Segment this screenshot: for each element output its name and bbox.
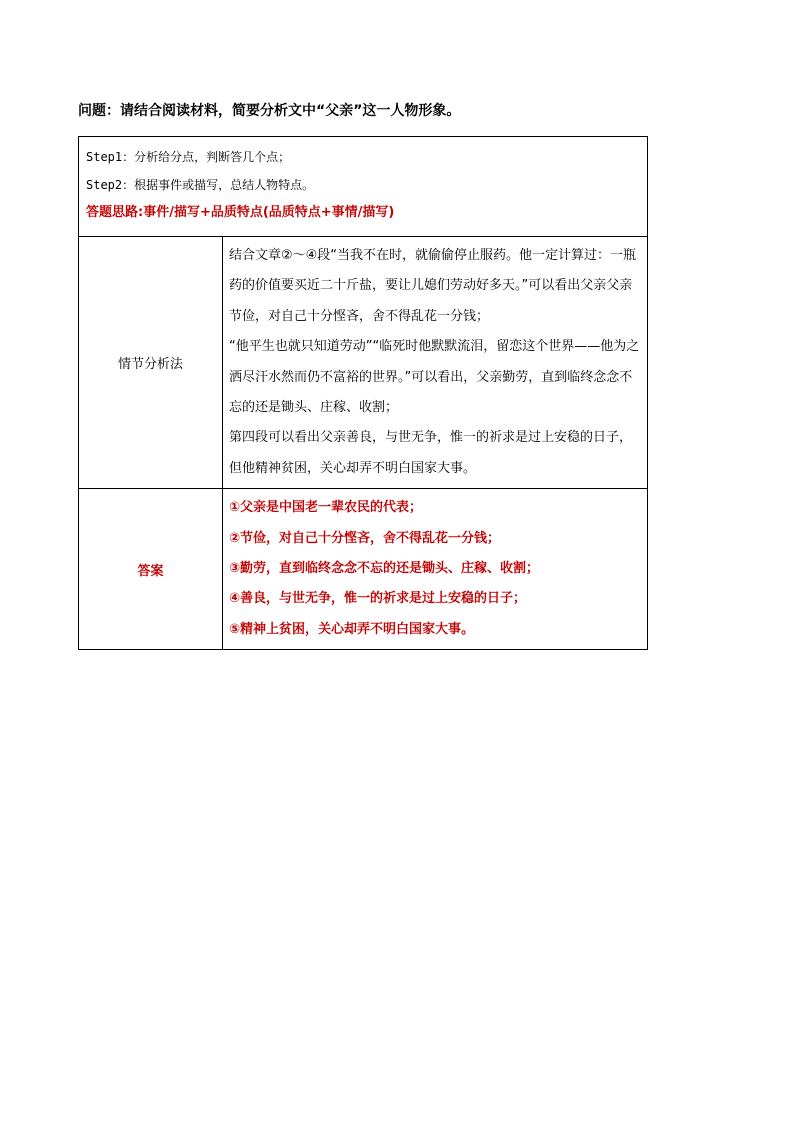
answer-label: 答案 [79,489,223,650]
analysis-table [78,136,648,650]
intro-row [79,137,648,237]
analysis-paragraph: 结合文章②～④段“当我不在时，就偷偷停止服药。他一定计算过：一瓶药的价值要买近二十斤盐，要让儿媳们劳动好多天。”可以看出父亲父亲节俭，对自己十分悭吝，舍不得乱花一分钱； [229,248,637,324]
answer-row [79,489,648,650]
answer-item: ④善良，与世无争，惟一的祈求是过上安稳的日子； [229,591,527,607]
intro-cell [79,137,648,237]
analysis-row [79,237,648,489]
analysis-label: 情节分析法 [79,237,223,489]
step1-text: Step1：分析给分点，判断答几个点； [86,150,291,164]
analysis-paragraph: 第四段可以看出父亲善良，与世无争，惟一的祈求是过上安稳的日子，但他精神贫困，关心却弄不明白国家大事。 [229,430,633,476]
question-title: 问题：请结合阅读材料，简要分析文中“父亲”这一人物形象。 [78,103,461,119]
answer-item: ⑤精神上贫困，关心却弄不明白国家大事。 [229,621,475,637]
answer-item: ③勤劳，直到临终念念不忘的还是锄头、庄稼、收割； [229,561,540,577]
answer-item: ②节俭，对自己十分悭吝，舍不得乱花一分钱； [229,530,501,546]
answer-hint: 答题思路:事件/描写+品质特点(品质特点+事情/描写) [86,205,395,220]
analysis-content [223,237,648,489]
answer-content [223,489,648,650]
answer-item: ①父亲是中国老一辈农民的代表； [229,500,423,516]
step2-text: Step2：根据事件或描写，总结人物特点。 [86,178,315,192]
analysis-paragraph: “他平生也就只知道劳动”“临死时他默默流泪，留恋这个世界——他为之洒尽汗水然而仍不富裕的世界。”可以看出，父亲勤劳，直到临终念念不忘的还是锄头、庄稼、收割； [229,339,640,416]
